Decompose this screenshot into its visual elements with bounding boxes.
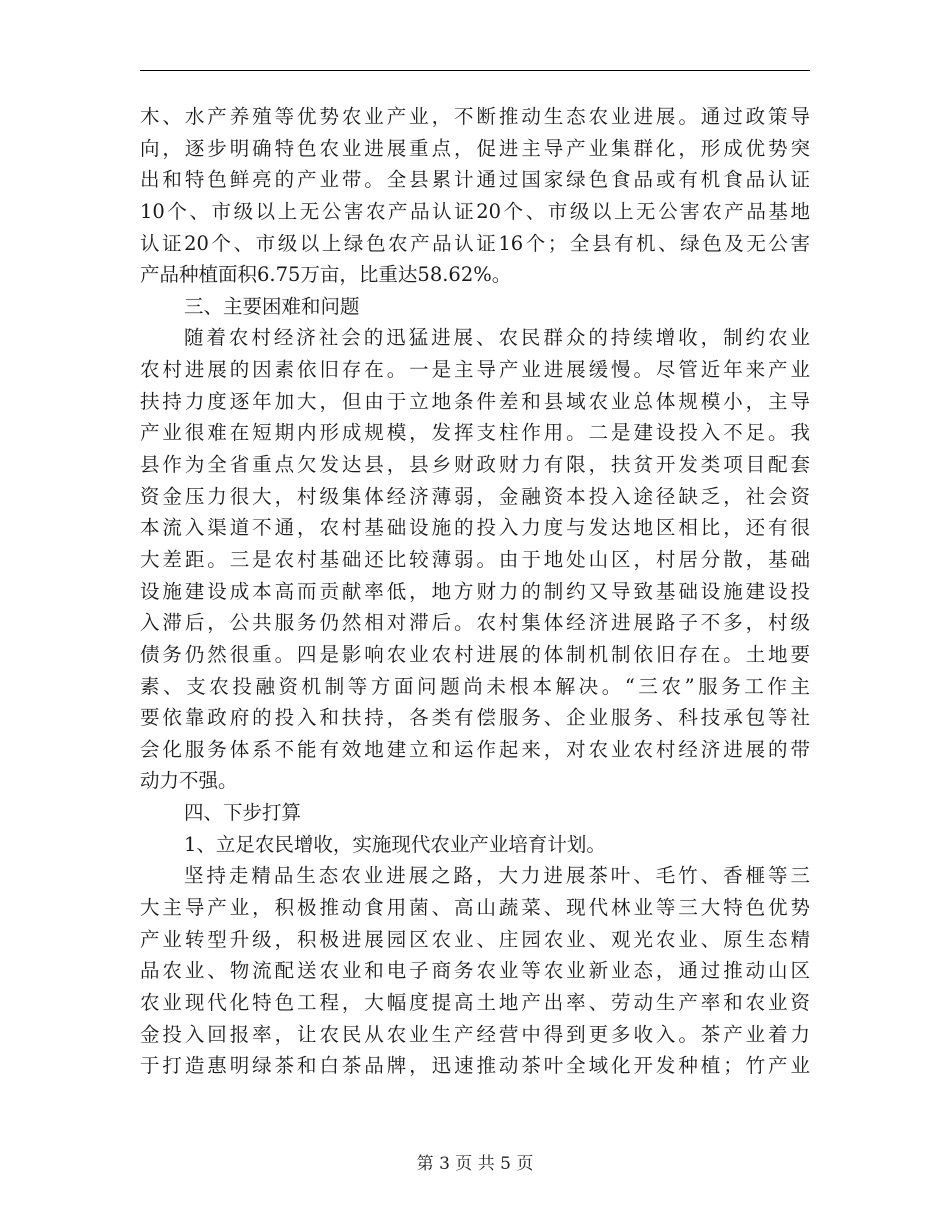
body-line: 产品种植面积6.75万亩，比重达58.62%。	[140, 263, 512, 287]
body-line: 农村进展的因素依旧存在。一是主导产业进展缓慢。尽管近年来产业	[140, 358, 810, 382]
document-body	[140, 101, 810, 1082]
page-number-footer: 第 3 页 共 5 页	[416, 1154, 534, 1174]
body-line: 债务仍然很重。四是影响农业农村进展的体制机制依旧存在。土地要	[140, 642, 810, 666]
body-line: 会化服务体系不能有效地建立和运作起来，对农业农村经济进展的带	[140, 737, 810, 761]
body-line: 资金压力很大，村级集体经济薄弱，金融资本投入途径缺乏，社会资	[140, 484, 810, 508]
body-line: 产业很难在短期内形成规模，发挥支柱作用。二是建设投入不足。我	[140, 421, 810, 445]
body-line: 向，逐步明确特色农业进展重点，促进主导产业集群化，形成优势突	[140, 136, 810, 160]
body-line: 要依靠政府的投入和扶持，各类有偿服务、企业服务、科技承包等社	[140, 706, 810, 730]
body-line: 木、水产养殖等优势农业产业，不断推动生态农业进展。通过政策导	[140, 105, 810, 128]
subsection-heading-1: 1、立足农民增收，实施现代农业产业培育计划。	[184, 832, 606, 856]
body-line: 认证20个、市级以上绿色农产品认证16个；全县有机、绿色及无公害	[140, 231, 810, 255]
section-heading-3: 三、主要困难和问题	[184, 294, 360, 318]
body-line: 入滞后，公共服务仍然相对滞后。农村集体经济进展路子不多，村级	[140, 611, 810, 635]
body-line: 随着农村经济社会的迅猛进展、农民群众的持续增收，制约农业	[184, 326, 810, 350]
body-line: 动力不强。	[140, 769, 238, 793]
body-line: 素、支农投融资机制等方面问题尚未根本解决。“三农”服务工作主	[140, 674, 810, 698]
body-line: 农业现代化特色工程，大幅度提高土地产出率、劳动生产率和农业资	[140, 990, 810, 1014]
body-line: 10个、市级以上无公害农产品认证20个、市级以上无公害农产品基地	[140, 199, 810, 223]
body-line: 县作为全省重点欠发达县，县乡财政财力有限，扶贫开发类项目配套	[140, 453, 810, 477]
body-line: 本流入渠道不通，农村基础设施的投入力度与发达地区相比，还有很	[140, 516, 810, 540]
body-line: 产业转型升级，积极进展园区农业、庄园农业、观光农业、原生态精	[140, 927, 810, 951]
header-rule	[140, 70, 810, 71]
section-heading-4: 四、下步打算	[184, 801, 302, 825]
body-line: 于打造惠明绿茶和白茶品牌，迅速推动茶叶全域化开发种植；竹产业	[140, 1054, 810, 1078]
body-line: 出和特色鲜亮的产业带。全县累计通过国家绿色食品或有机食品认证	[140, 168, 810, 192]
body-line: 大主导产业，积极推动食用菌、高山蔬菜、现代林业等三大特色优势	[140, 896, 810, 920]
body-line: 设施建设成本高而贡献率低，地方财力的制约又导致基础设施建设投	[140, 579, 810, 603]
body-line: 坚持走精品生态农业进展之路，大力进展茶叶、毛竹、香榧等三	[184, 864, 810, 888]
body-line: 大差距。三是农村基础还比较薄弱。由于地处山区，村居分散，基础	[140, 547, 810, 571]
body-line: 扶持力度逐年加大，但由于立地条件差和县域农业总体规模小，主导	[140, 389, 810, 413]
body-line: 金投入回报率，让农民从农业生产经营中得到更多收入。茶产业着力	[140, 1022, 810, 1046]
body-line: 品农业、物流配送农业和电子商务农业等农业新业态，通过推动山区	[140, 959, 810, 983]
